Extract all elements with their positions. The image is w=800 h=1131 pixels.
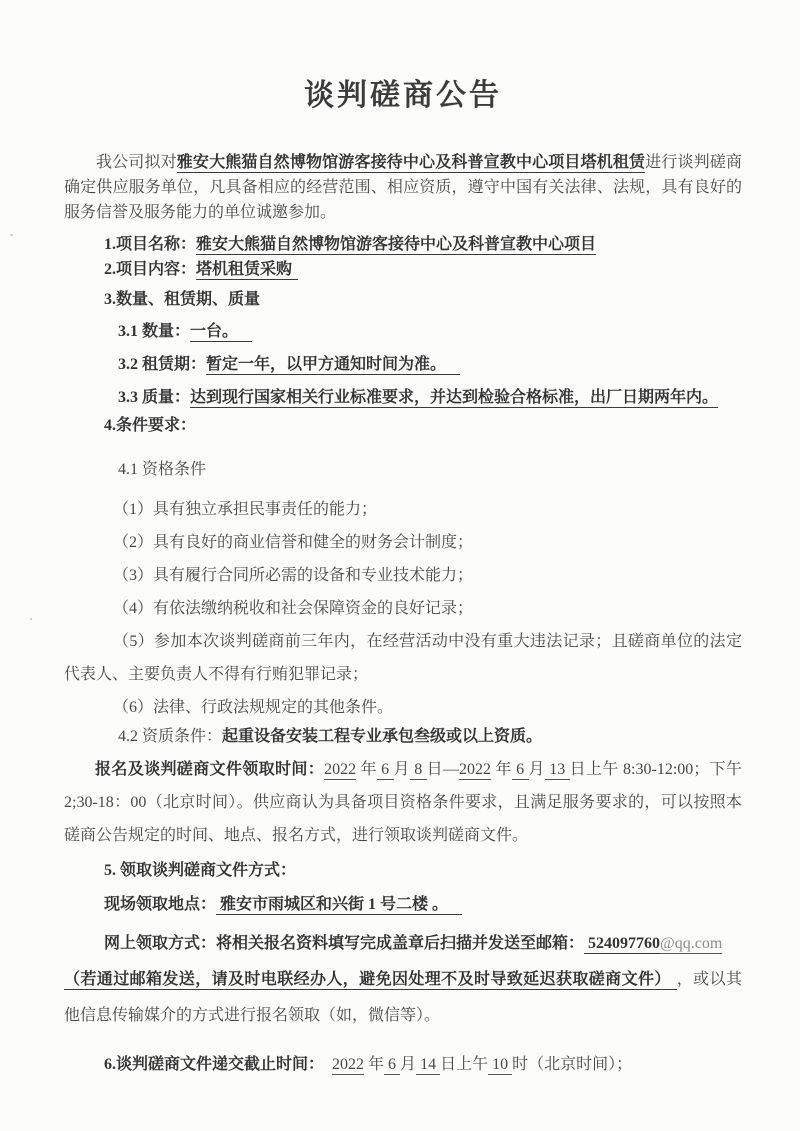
project-content-value: 塔机租赁采购	[196, 261, 298, 280]
reg-start-month: 6	[376, 761, 394, 778]
scan-speck	[30, 618, 32, 620]
intro-paragraph	[64, 150, 742, 225]
section4-heading: 4.条件要求：	[104, 417, 197, 434]
email-address-domain: @qq.com	[660, 935, 723, 952]
quality-label: 3.3 质量：	[118, 389, 191, 406]
condition-item-5: （5）参加本次谈判磋商前三年内，在经营活动中没有重大违法记录；且磋商单位的法定代表人、主要负责人不得有行贿犯罪记录；	[64, 633, 742, 683]
project-name-value: 雅安大熊猫自然博物馆游客接待中心及科普宣教中心项目	[196, 236, 597, 253]
quantity-value: 一台。	[190, 323, 252, 342]
reg-start-year: 2022	[324, 761, 357, 778]
online-pickup-label: 网上领取方式：	[104, 935, 217, 952]
reg-sep: 日	[426, 761, 444, 778]
project-content-label: 2.项目内容：	[104, 261, 197, 278]
condition-item-1: （1）具有独立承担民事责任的能力；	[113, 501, 378, 518]
condition-item-2: （2）具有良好的商业信誉和健全的财务会计制度；	[113, 534, 474, 551]
deadline-sep: 月	[400, 1056, 417, 1073]
email-address-user: 524097760	[584, 935, 661, 952]
section-qualification-conditions	[64, 457, 742, 482]
deadline-gap	[316, 1056, 332, 1073]
field-project-content	[64, 257, 742, 282]
deadline-year: 2022	[332, 1056, 365, 1073]
field-lease-term	[64, 352, 742, 377]
reg-time-tail: 日上午 8:30-12:00；下午 2;30-18：00（北京时间）。供应商认为具备项目资格条件要求，且满足服务要求的，可以按照本磋商公告规定的时间、地点、报名方式，进行领取谈判磋商文件。	[64, 761, 743, 844]
deadline-hour: 10	[488, 1056, 513, 1073]
field-onsite-pickup	[64, 892, 742, 917]
field-quality	[64, 385, 742, 410]
field-project-name	[64, 232, 742, 257]
project-name-label: 1.项目名称：	[104, 236, 197, 253]
section5-heading: 5. 领取谈判磋商文件方式：	[104, 862, 297, 879]
field-qualification-level	[64, 724, 742, 749]
condition-item-3: （3）具有履行合同所必需的设备和专业技术能力；	[113, 567, 474, 584]
condition-item-6: （6）法律、行政法规规定的其他条件。	[113, 699, 394, 716]
intro-project-highlight: 雅安大熊猫自然博物馆游客接待中心及科普宣教中心项目塔机租赁	[176, 154, 646, 171]
condition-item-4: （4）有依法缴纳税收和社会保障资金的良好记录；	[113, 600, 474, 617]
reg-sep: 年	[356, 761, 377, 778]
onsite-pickup-address: 雅安市雨城区和兴街 1 号二楼 。	[216, 896, 462, 915]
page-title: 谈判磋商公告	[304, 79, 502, 112]
reg-start-day: 8	[409, 761, 427, 778]
reg-sep: 月	[393, 761, 410, 778]
deadline-sep: 日上午	[440, 1056, 489, 1073]
section-quantity-lease-quality	[64, 287, 742, 312]
section-conditions	[64, 413, 742, 438]
reg-sep: 年	[491, 761, 512, 778]
scan-speck	[10, 234, 13, 236]
lease-term-value: 暂定一年，以甲方通知时间为准。	[206, 356, 460, 375]
deadline-month: 6	[384, 1056, 401, 1073]
online-pickup-text: 将相关报名资料填写完成盖章后扫描并发送至邮箱：	[216, 935, 585, 952]
intro-prefix: 我公司拟对	[96, 154, 177, 171]
registration-time-paragraph	[64, 753, 742, 852]
section3-heading: 3.数量、租赁期、质量	[104, 291, 261, 308]
reg-sep: 月	[528, 761, 545, 778]
onsite-pickup-label: 现场领取地点：	[104, 896, 217, 913]
field-quantity	[64, 319, 742, 344]
reg-end-day: 13	[544, 761, 570, 778]
reg-date-dash: —	[443, 761, 460, 778]
deadline-paragraph	[64, 1048, 742, 1081]
qualification-level-label: 4.2 资质条件：	[118, 728, 223, 745]
deadline-tail: 时（北京时间）；	[512, 1056, 633, 1073]
quantity-label: 3.1 数量：	[118, 323, 191, 340]
deadline-day: 14	[416, 1056, 441, 1073]
reg-end-month: 6	[511, 761, 529, 778]
email-note-tail: ，或以其他信息传输媒介的方式进行报名领取（如，微信等）。	[64, 971, 742, 1024]
reg-end-year: 2022	[459, 761, 492, 778]
deadline-label: 6.谈判磋商文件递交截止时间：	[104, 1056, 317, 1073]
lease-term-label: 3.2 租赁期：	[118, 356, 207, 373]
quality-value: 达到现行国家相关行业标准要求，并达到检验合格标准，出厂日期两年内。	[190, 389, 719, 406]
email-note-bold: （若通过邮箱发送，请及时电联经办人，避免因处理不及时导致延迟获取磋商文件）	[64, 971, 677, 990]
registration-time-label: 报名及谈判磋商文件领取时间：	[95, 761, 325, 778]
online-pickup-paragraph	[64, 926, 742, 1034]
deadline-sep: 年	[364, 1056, 385, 1073]
intro-suffix: 进行谈判磋商确定供应服务单位，凡具备相应的经营范围、相应资质，遵守中国有关法律、法规，具有良好的服务信誉及服务能力的单位诚邀参加。	[64, 154, 742, 221]
section-pickup-method	[64, 858, 742, 883]
section4-1-heading: 4.1 资格条件	[118, 461, 207, 478]
qualification-level-value: 起重设备安装工程专业承包叁级或以上资质。	[222, 728, 543, 745]
